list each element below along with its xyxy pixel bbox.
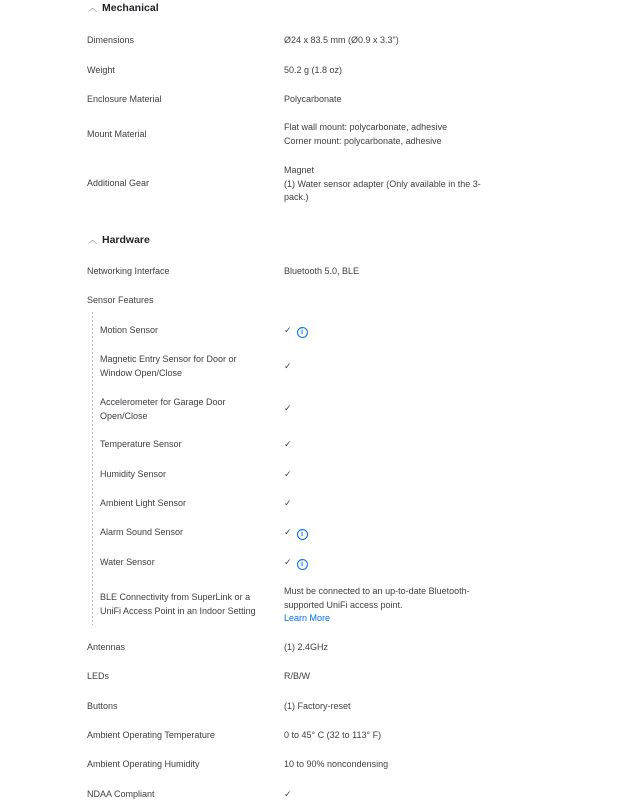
spec-value: R/B/W: [284, 671, 310, 681]
check-icon: ✓: [284, 325, 292, 335]
spec-label: Ambient Operating Humidity: [87, 759, 200, 769]
spec-value: [284, 360, 489, 374]
spec-label: Motion Sensor: [100, 325, 159, 335]
spec-value: [284, 497, 489, 511]
spec-label: Antennas: [87, 642, 126, 652]
spec-label: Buttons: [87, 701, 118, 711]
section-header-hardware[interactable]: [88, 234, 150, 246]
spec-value: [284, 164, 489, 205]
spec-label: Humidity Sensor: [100, 469, 167, 479]
spec-label: Water Sensor: [100, 557, 155, 567]
info-icon[interactable]: i: [297, 529, 308, 540]
spec-value-line: Magnet: [284, 165, 315, 175]
spec-value-line: Corner mount: polycarbonate, adhesive: [284, 135, 442, 146]
spec-label: Sensor Features: [87, 295, 154, 305]
spec-value: Ø24 x 83.5 mm (Ø0.9 x 3.3"): [284, 35, 399, 45]
spec-value: [284, 526, 489, 540]
spec-value: [284, 788, 489, 802]
spec-label: Ambient Light Sensor: [100, 498, 187, 508]
spec-value: (1) Factory-reset: [284, 701, 351, 711]
spec-value-line: (1) Water sensor adapter (Only available in the 3-pack.): [284, 178, 481, 202]
check-icon: ✓: [284, 789, 292, 799]
spec-label: Additional Gear: [87, 178, 150, 188]
spec-value: [284, 324, 489, 338]
spec-value-line: Flat wall mount: polycarbonate, adhesive: [284, 122, 448, 132]
info-icon[interactable]: i: [297, 327, 308, 338]
check-icon: ✓: [284, 361, 292, 371]
chevron-up-icon: ︿: [88, 2, 98, 13]
spec-value: Polycarbonate: [284, 94, 342, 104]
spec-label: Enclosure Material: [87, 94, 162, 104]
spec-label: Magnetic Entry Sensor for Door or Window Open/Close: [100, 354, 237, 378]
learn-more-link[interactable]: Learn More: [284, 613, 331, 623]
spec-value: [284, 468, 489, 482]
spec-label: LEDs: [87, 671, 110, 681]
check-icon: ✓: [284, 498, 292, 508]
check-icon: ✓: [284, 403, 292, 413]
spec-label: NDAA Compliant: [87, 789, 155, 799]
spec-value: 10 to 90% noncondensing: [284, 759, 389, 769]
spec-value: 50.2 g (1.8 oz): [284, 65, 343, 75]
spec-value: [284, 556, 489, 570]
spec-value: [284, 121, 489, 148]
spec-label: BLE Connectivity from SuperLink or a UniFi Access Point in an Indoor Setting: [100, 592, 256, 616]
spec-label: Alarm Sound Sensor: [100, 527, 184, 537]
spec-label: Weight: [87, 65, 115, 75]
spec-value: [284, 438, 489, 452]
spec-label: Temperature Sensor: [100, 439, 182, 449]
section-title: Mechanical: [102, 2, 159, 14]
spec-label: Ambient Operating Temperature: [87, 730, 215, 740]
spec-label: Mount Material: [87, 129, 147, 139]
spec-value: [284, 585, 479, 626]
info-icon[interactable]: i: [297, 559, 308, 570]
spec-value: (1) 2.4GHz: [284, 642, 329, 652]
tree-guide-line: [92, 312, 93, 625]
spec-label: Dimensions: [87, 35, 135, 45]
check-icon: ✓: [284, 439, 292, 449]
spec-value: 0 to 45° C (32 to 113° F): [284, 730, 382, 740]
check-icon: ✓: [284, 527, 292, 537]
check-icon: ✓: [284, 469, 292, 479]
spec-value: Bluetooth 5.0, BLE: [284, 266, 360, 276]
spec-value-line: Must be connected to an up-to-date Bluetooth-supported UniFi access point.: [284, 586, 470, 610]
spec-value: [284, 402, 489, 416]
spec-label: Accelerometer for Garage Door Open/Close: [100, 397, 226, 421]
check-icon: ✓: [284, 557, 292, 567]
section-header-mechanical[interactable]: [88, 2, 159, 14]
section-title: Hardware: [102, 234, 150, 246]
spec-label: Networking Interface: [87, 266, 170, 276]
chevron-up-icon: ︿: [88, 234, 98, 245]
